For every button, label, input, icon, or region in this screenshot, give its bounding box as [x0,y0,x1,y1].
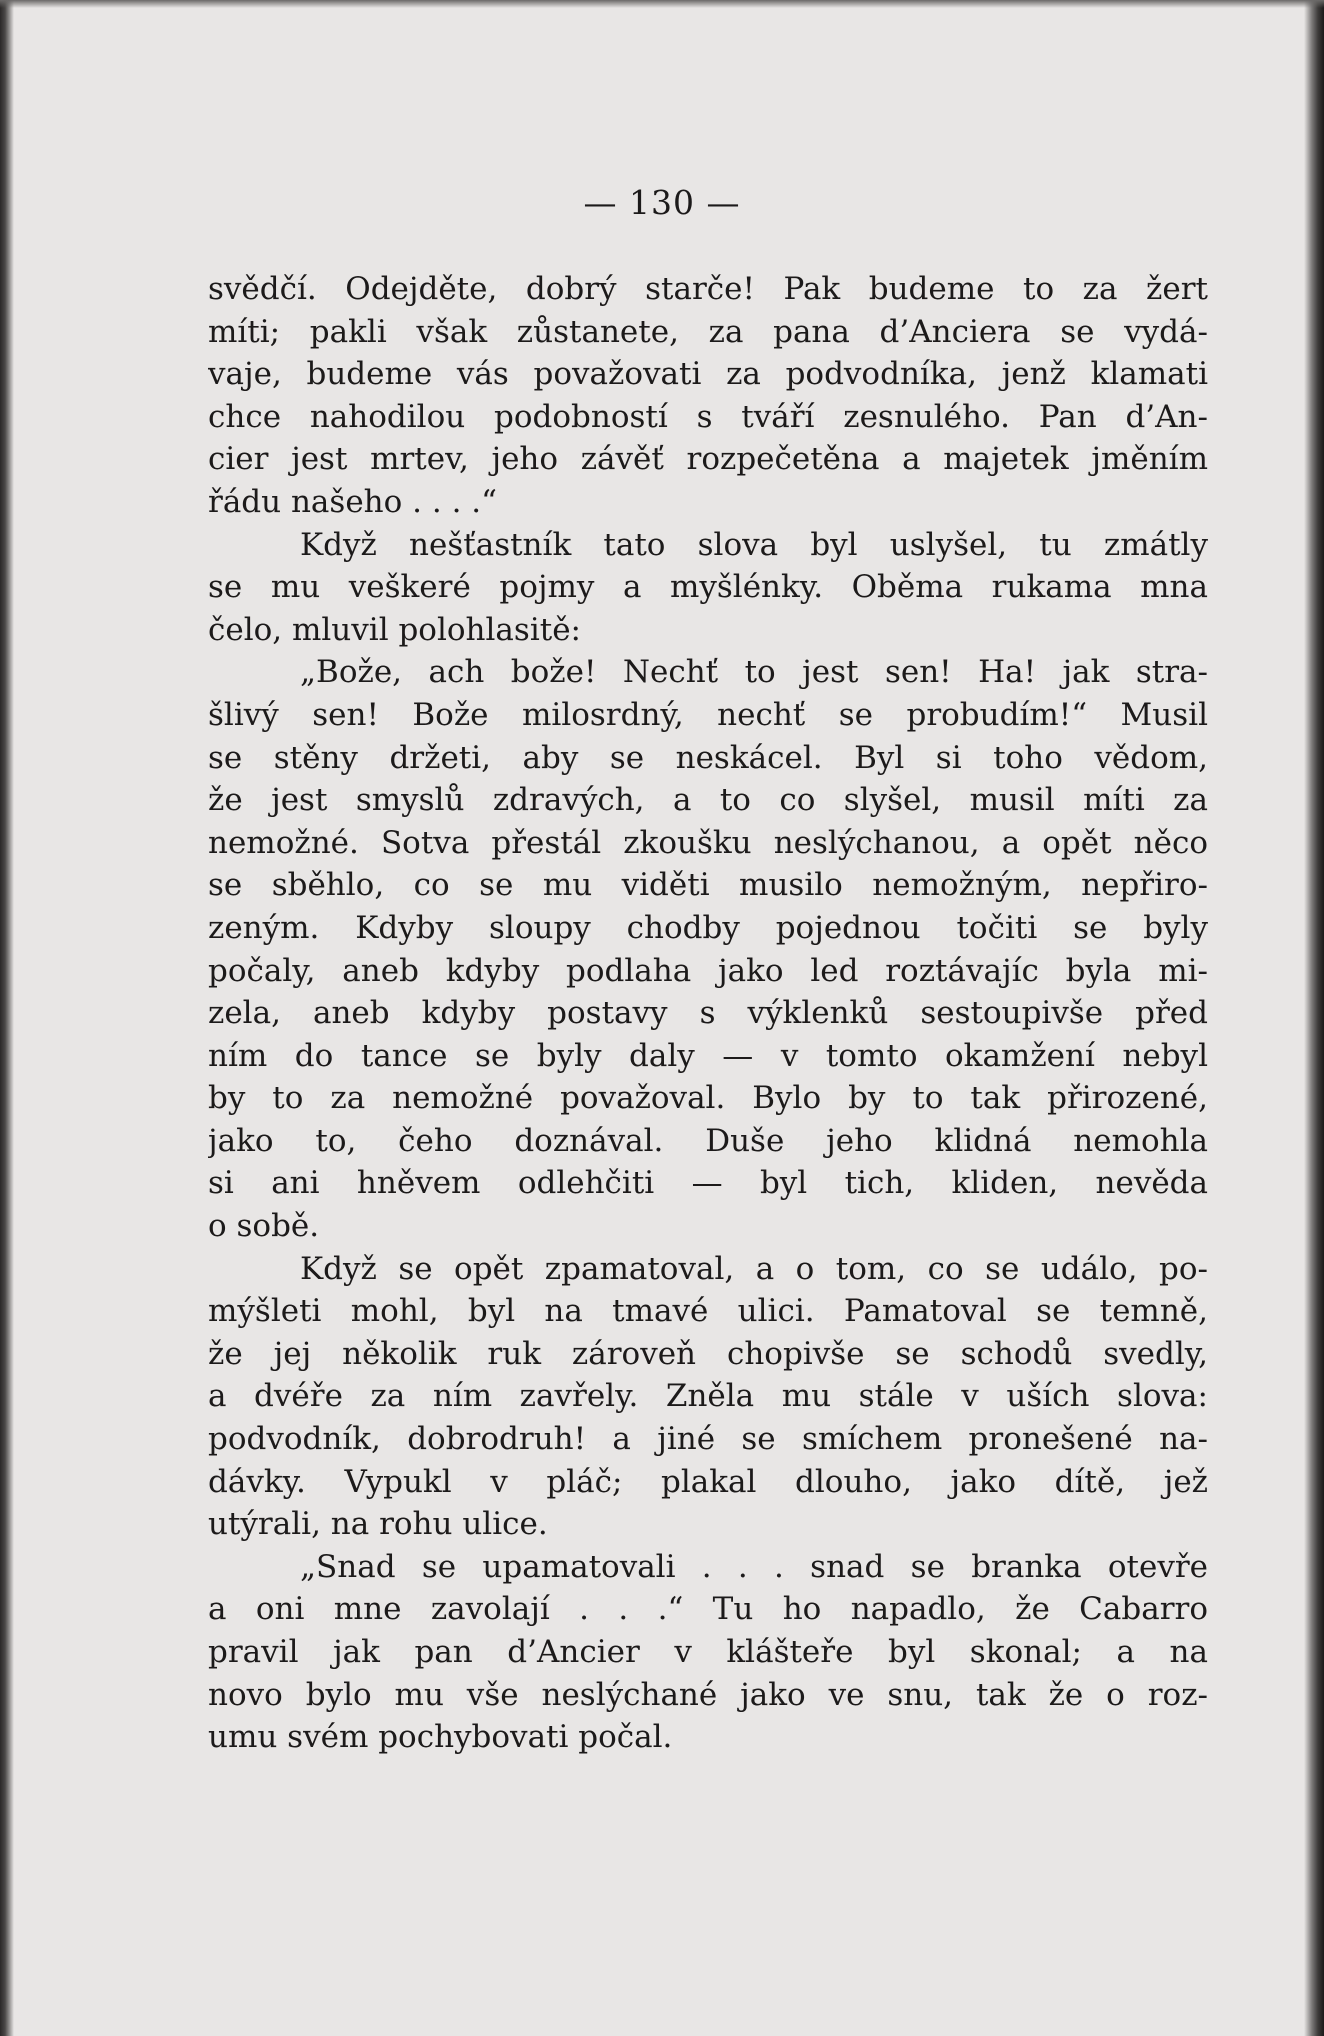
text-line: míti; pakli však zůstanete, za pana d’Anciera se vydá- [208,313,1208,350]
text-line: umu svém pochybovati počal. [208,1719,673,1756]
text-line: se sběhlo, co se mu viděti musilo nemožným, nepřiro- [208,867,1208,904]
text-line: počaly, aneb kdyby podlaha jako led roztávajíc byla mi- [208,952,1208,989]
text-line: nemožné. Sotva přestál zkoušku neslýchanou, a opět něco [208,824,1208,861]
text-line: že jej několik ruk zároveň chopivše se schodů svedly, [208,1335,1208,1372]
text-line: svědčí. Odejděte, dobrý starče! Pak budeme to za žert [208,271,1208,307]
text-line: zela, aneb kdyby postavy s výklenků sestoupivše před [208,995,1208,1032]
text-line: si ani hněvem odlehčiti — byl tich, kliden, nevěda [208,1165,1208,1202]
text-line: že jest smyslů zdravých, a to co slyšel, musil míti za [208,782,1208,819]
page-edge-right [1304,0,1324,2036]
page-number: — 130 — [583,183,741,222]
text-line: by to za nemožné považoval. Bylo by to tak přirozené, [208,1080,1208,1117]
body-text [208,268,1208,1759]
text-line: cier jest mrtev, jeho závěť rozpečetěna a majetek jměním [208,441,1208,478]
text-line: Když se opět zpamatoval, a o tom, co se událo, po- [300,1250,1208,1287]
text-line: a dvéře za ním zavřely. Zněla mu stále v uších slova: [208,1378,1208,1415]
text-line: o sobě. [208,1208,320,1245]
text-line: vaje, budeme vás považovati za podvodníka, jenž klamati [208,356,1208,393]
text-line: utýrali, na rohu ulice. [208,1506,548,1543]
text-line: řádu našeho . . . .“ [208,483,497,520]
text-line: chce nahodilou podobností s tváří zesnulého. Pan d’An- [208,398,1208,435]
text-line: šlivý sen! Bože milosrdný, nechť se probudím!“ Musil [208,696,1208,733]
text-line: mýšleti mohl, byl na tmavé ulici. Pamatoval se temně, [208,1293,1208,1330]
text-line: se stěny držeti, aby se neskácel. Byl si toho vědom, [208,739,1208,776]
text-line: „Snad se upamatovali . . . snad se branka otevře [300,1548,1208,1585]
text-line: novo bylo mu vše neslýchané jako ve snu, tak že o roz- [208,1676,1208,1713]
text-line: Když nešťastník tato slova byl uslyšel, tu zmátly [300,526,1208,563]
page-edge-top [0,0,1324,8]
text-line: dávky. Vypukl v pláč; plakal dlouho, jako dítě, jež [208,1463,1208,1500]
text-line: pravil jak pan d’Ancier v klášteře byl skonal; a na [208,1634,1208,1670]
text-line: zeným. Kdyby sloupy chodby pojednou točiti se byly [208,909,1208,946]
text-line: jako to, čeho doznával. Duše jeho klidná nemohla [208,1122,1208,1159]
text-line: se mu veškeré pojmy a myšlénky. Oběma rukama mna [208,569,1208,606]
text-line: podvodník, dobrodruh! a jiné se smíchem pronešené na- [208,1421,1208,1458]
text-line: čelo, mluvil polohlasitě: [208,611,581,648]
page-edge-left [0,0,14,2036]
text-line: ním do tance se byly daly — v tomto okamžení nebyl [208,1037,1208,1074]
text-line: a oni mne zavolají . . .“ Tu ho napadlo, že Cabarro [208,1591,1208,1628]
text-line: „Bože, ach bože! Nechť to jest sen! Ha! jak stra- [300,654,1208,691]
